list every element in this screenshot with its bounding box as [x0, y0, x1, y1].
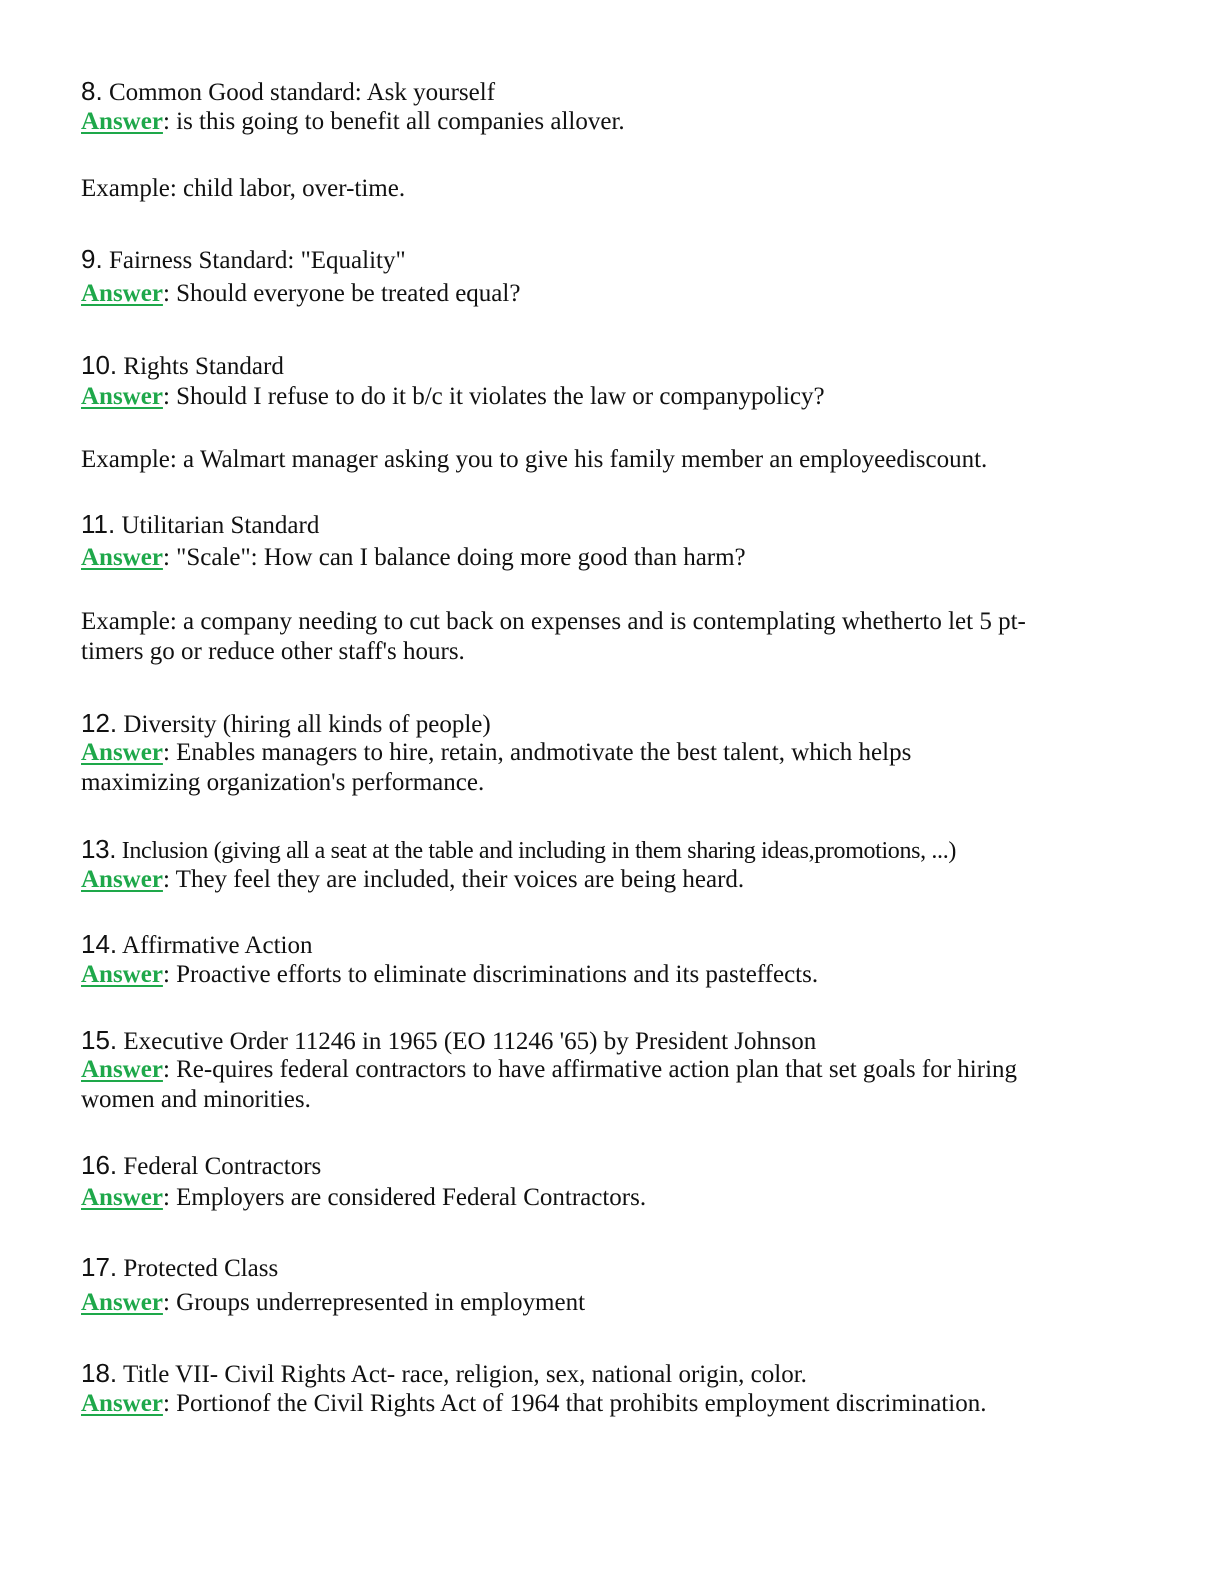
answer-text: : Should everyone be treated equal?	[162, 280, 521, 307]
question-13	[81, 834, 956, 866]
answer-label: Answer	[81, 280, 163, 307]
answer-text: : "Scale": How can I balance doing more good than harm?	[162, 544, 746, 571]
answer-15	[81, 1055, 1017, 1085]
answer-label: Answer	[81, 1056, 163, 1083]
example-text: Example: child labor, over-time.	[81, 175, 406, 202]
answer-label: Answer	[81, 961, 163, 988]
answer-label: Answer	[81, 866, 163, 893]
question-text: Inclusion (giving all a seat at the table and including in them sharing ideas,promotions, ...)	[121, 838, 956, 864]
example-11-line1	[81, 607, 1026, 637]
question-text: Fairness Standard: "Equality"	[108, 247, 406, 274]
answer-text: : Employers are considered Federal Contractors.	[162, 1184, 647, 1211]
answer-14	[81, 960, 818, 990]
example-text: Example: a Walmart manager asking you to give his family member an employeediscount.	[81, 446, 988, 473]
answer-10	[81, 382, 825, 412]
question-10	[81, 350, 284, 382]
question-text: Affirmative Action	[122, 932, 313, 959]
question-text: Protected Class	[123, 1255, 279, 1282]
answer-label: Answer	[81, 383, 163, 410]
answer-label: Answer	[81, 1390, 163, 1417]
question-text: Utilitarian Standard	[121, 512, 320, 539]
question-15	[81, 1025, 816, 1057]
answer-12	[81, 738, 911, 768]
answer-text: : Enables managers to hire, retain, andmotivate the best talent, which helps	[162, 739, 912, 766]
example-text: Example: a company needing to cut back on expenses and is contemplating whetherto let 5 pt-	[81, 608, 1026, 635]
answer-text: : Portionof the Civil Rights Act of 1964 that prohibits employment discrimination.	[162, 1390, 987, 1417]
question-text: Rights Standard	[123, 353, 284, 380]
answer-text: : is this going to benefit all companies allover.	[162, 108, 625, 135]
example-11-line2	[81, 637, 465, 667]
question-number: 12.	[81, 708, 118, 738]
question-text: Executive Order 11246 in 1965 (EO 11246 '65) by President Johnson	[123, 1028, 817, 1055]
question-text: Diversity (hiring all kinds of people)	[123, 711, 491, 738]
answer-text: : Proactive efforts to eliminate discriminations and its pasteffects.	[162, 961, 819, 988]
question-number: 11.	[81, 509, 116, 539]
example-text: timers go or reduce other staff's hours.	[81, 638, 465, 665]
question-text: Common Good standard: Ask yourself	[108, 79, 496, 106]
answer-text: : Groups underrepresented in employment	[162, 1289, 586, 1316]
answer-label: Answer	[81, 1289, 163, 1316]
answer-12-line2	[81, 768, 484, 798]
answer-9	[81, 279, 520, 309]
question-17	[81, 1252, 278, 1284]
answer-label: Answer	[81, 1184, 163, 1211]
question-number: 14.	[81, 929, 118, 959]
answer-11	[81, 543, 746, 573]
answer-text: : Re-quires federal contractors to have affirmative action plan that set goals for hiring	[162, 1056, 1018, 1083]
question-11	[81, 509, 319, 541]
question-9	[81, 244, 406, 276]
answer-text: : They feel they are included, their voices are being heard.	[162, 866, 745, 893]
question-number: 15.	[81, 1025, 118, 1055]
answer-text: maximizing organization's performance.	[81, 769, 485, 796]
question-16	[81, 1150, 321, 1182]
example-10	[81, 445, 987, 475]
question-14	[81, 929, 313, 961]
example-8	[81, 174, 405, 204]
question-number: 18.	[81, 1358, 118, 1388]
answer-17	[81, 1288, 585, 1318]
answer-15-line2	[81, 1085, 311, 1115]
question-12	[81, 708, 491, 740]
question-number: 13.	[81, 834, 117, 864]
question-18	[81, 1358, 807, 1390]
question-number: 10.	[81, 350, 118, 380]
question-number: 8.	[81, 76, 103, 106]
question-8	[81, 76, 495, 108]
answer-label: Answer	[81, 108, 163, 135]
answer-label: Answer	[81, 544, 163, 571]
answer-label: Answer	[81, 739, 163, 766]
answer-text: : Should I refuse to do it b/c it violates the law or companypolicy?	[162, 383, 825, 410]
answer-18	[81, 1389, 987, 1419]
answer-13	[81, 865, 744, 895]
question-number: 17.	[81, 1252, 118, 1282]
answer-text: women and minorities.	[81, 1086, 311, 1113]
question-number: 16.	[81, 1150, 118, 1180]
question-text: Federal Contractors	[123, 1153, 322, 1180]
question-number: 9.	[81, 244, 103, 274]
answer-8	[81, 107, 625, 137]
answer-16	[81, 1183, 646, 1213]
question-text: Title VII- Civil Rights Act- race, religion, sex, national origin, color.	[122, 1361, 807, 1388]
